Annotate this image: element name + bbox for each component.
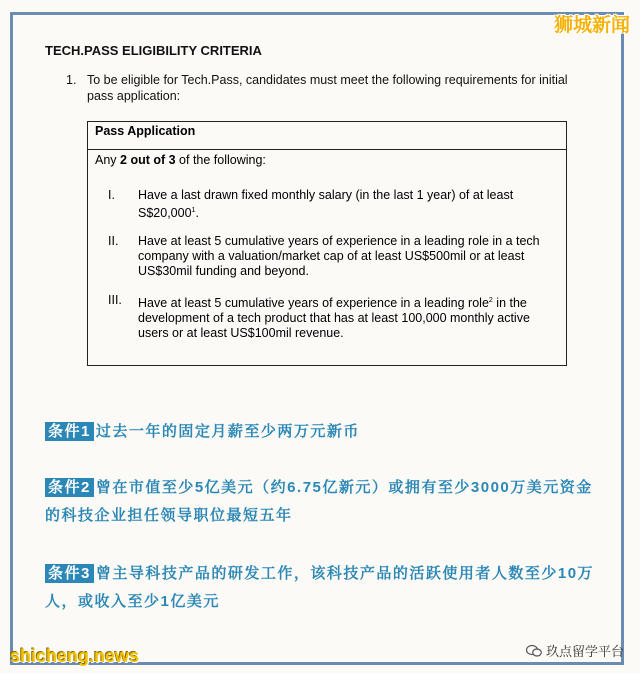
criterion-body: Have at least 5 cumulative years of experience in a leading role in a tech company with a valuation/market cap of at least US$500mil or at least US$30mil funding and beyond. bbox=[138, 234, 540, 278]
footnote-mark: 2 bbox=[488, 297, 493, 304]
condition-text: 曾主导科技产品的研发工作，该科技产品的活跃使用者人数至少10万人，或收入至少1亿美元 bbox=[45, 565, 595, 610]
wechat-account: 玖点留学平台 bbox=[545, 644, 624, 659]
condition-tag: 条件3 bbox=[45, 564, 94, 583]
criterion-tail: . bbox=[195, 206, 199, 221]
condition-3 bbox=[45, 560, 605, 616]
document-title: TECH.PASS ELIGIBILITY CRITERIA bbox=[45, 43, 262, 58]
condition-text: 曾在市值至少5亿美元（约6.75亿新元）或拥有至少3000万美元资金的科技企业担任领导职位最短五年 bbox=[45, 479, 593, 524]
any-pre: Any bbox=[95, 153, 121, 167]
criterion-text bbox=[138, 234, 558, 279]
criterion-roman: II. bbox=[108, 234, 119, 248]
criterion-body: Have at least 5 cumulative years of experience in a leading role bbox=[138, 296, 489, 311]
criterion-text bbox=[138, 293, 558, 341]
top-watermark: 狮城新闻 bbox=[553, 15, 630, 36]
condition-1 bbox=[45, 418, 605, 446]
site-watermark: shicheng.news bbox=[10, 646, 140, 666]
condition-2 bbox=[45, 474, 605, 530]
criterion-text bbox=[138, 188, 558, 221]
intro-text: To be eligible for Tech.Pass, candidates must meet the following requirements for initial pass application: bbox=[87, 73, 568, 103]
any-post: of the following: bbox=[175, 153, 266, 167]
criterion-tail: in the development of a tech product that has at least 100,000 monthly active users or at least US$100mil revenue. bbox=[138, 296, 530, 341]
wechat-watermark bbox=[526, 641, 624, 660]
footnote-mark: 1 bbox=[191, 207, 196, 214]
any-bold: 2 out of 3 bbox=[120, 153, 176, 167]
condition-tag: 条件1 bbox=[45, 422, 94, 441]
condition-tag: 条件2 bbox=[45, 478, 94, 497]
condition-text: 过去一年的固定月薪至少两万元新币 bbox=[95, 423, 360, 440]
criterion-roman: I. bbox=[108, 188, 115, 202]
criterion-roman: III. bbox=[108, 293, 122, 307]
intro-number: 1. bbox=[66, 73, 77, 87]
criterion-body: Have a last drawn fixed monthly salary (in the last 1 year) of at least S$20,000 bbox=[138, 188, 514, 221]
table-header: Pass Application bbox=[88, 122, 566, 150]
wechat-icon bbox=[526, 644, 542, 658]
any-of-following bbox=[95, 153, 266, 167]
pass-application-table bbox=[87, 121, 567, 366]
